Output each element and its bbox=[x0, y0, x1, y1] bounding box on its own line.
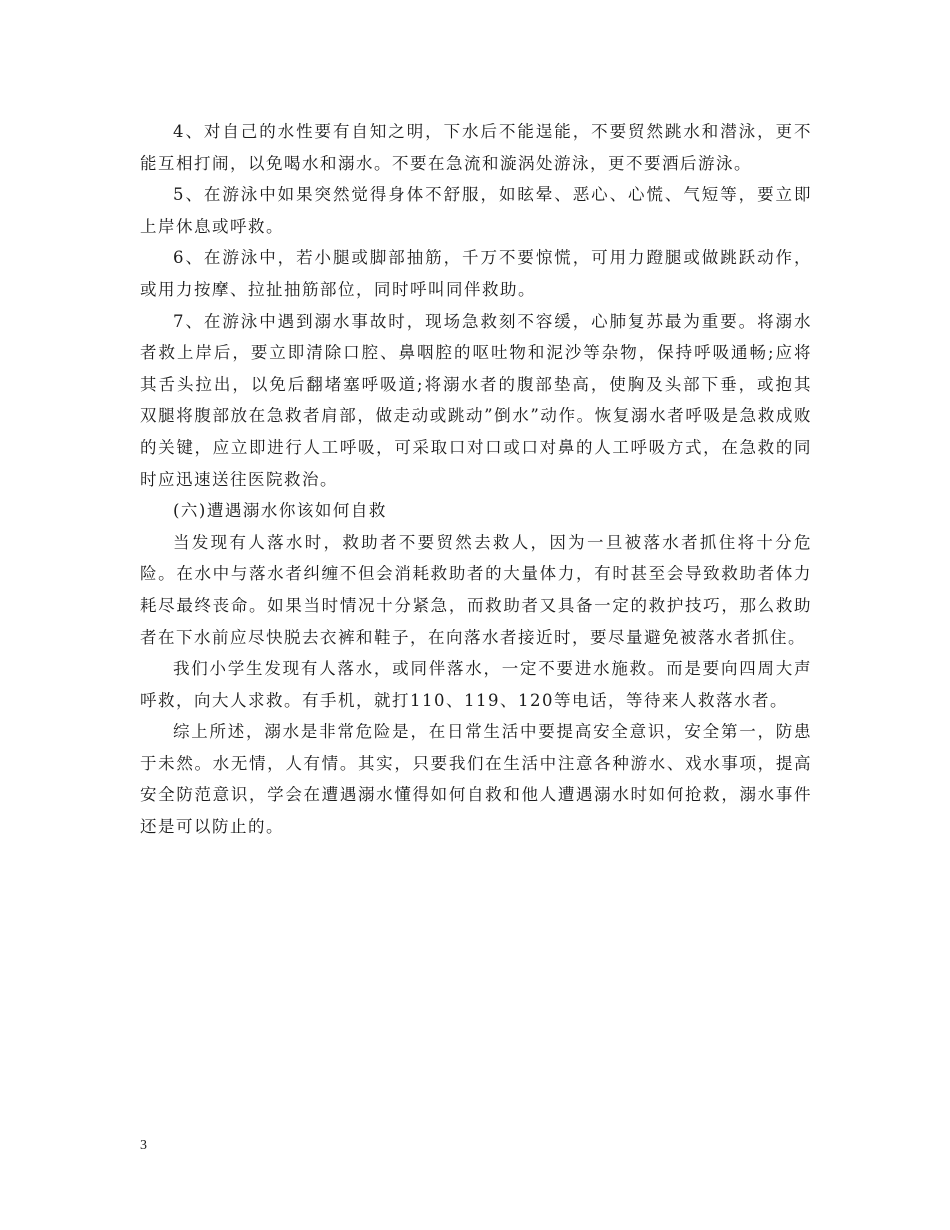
paragraph-tip-7: 7、在游泳中遇到溺水事故时，现场急救刻不容缓，心肺复苏最为重要。将溺水者救上岸后，要立即清除口腔、鼻咽腔的呕吐物和泥沙等杂物，保持呼吸通畅;应将其舌头拉出，以免后翻堵塞呼吸道;将溺水者的腹部垫高，使胸及头部下垂，或抱其双腿将腹部放在急救者肩部，做走动或跳动”倒水”动作。恢复溺水者呼吸是急救成败的关键，应立即进行人工呼吸，可采取口对口或口对鼻的人工呼吸方式，在急救的同时应迅速送往医院救治。 bbox=[140, 311, 812, 489]
section-heading: (六)遭遇溺水你该如何自救 bbox=[173, 501, 387, 521]
paragraph-tip-6: 6、在游泳中，若小腿或脚部抽筋，千万不要惊慌，可用力蹬腿或做跳跃动作，或用力按摩、拉扯抽筋部位，同时呼叫同伴救助。 bbox=[140, 248, 812, 299]
paragraph-tip-4: 4、对自己的水性要有自知之明，下水后不能逞能，不要贸然跳水和潜泳，更不能互相打闹，以免喝水和溺水。不要在急流和漩涡处游泳，更不要酒后游泳。 bbox=[140, 122, 812, 173]
document-body bbox=[140, 116, 812, 843]
paragraph-student-advice: 我们小学生发现有人落水，或同伴落水，一定不要进水施救。而是要向四周大声呼救，向大人求救。有手机，就打110、119、120等电话，等待来人救落水者。 bbox=[140, 659, 812, 710]
page-number: 3 bbox=[140, 1138, 147, 1153]
paragraph-tip-5: 5、在游泳中如果突然觉得身体不舒服，如眩晕、恶心、心慌、气短等，要立即上岸休息或呼救。 bbox=[140, 185, 812, 236]
paragraph-conclusion: 综上所述，溺水是非常危险是，在日常生活中要提高安全意识，安全第一，防患于未然。水无情，人有情。其实，只要我们在生活中注意各种游水、戏水事项，提高安全防范意识，学会在遭遇溺水懂得如何自救和他人遭遇溺水时如何抢救，溺水事件还是可以防止的。 bbox=[140, 722, 812, 837]
paragraph-rescue-advice: 当发现有人落水时，救助者不要贸然去救人，因为一旦被落水者抓住将十分危险。在水中与落水者纠缠不但会消耗救助者的大量体力，有时甚至会导致救助者体力耗尽最终丧命。如果当时情况十分紧急，而救助者又具备一定的救护技巧，那么救助者在下水前应尽快脱去衣裤和鞋子，在向落水者接近时，要尽量避免被落水者抓住。 bbox=[140, 532, 812, 647]
